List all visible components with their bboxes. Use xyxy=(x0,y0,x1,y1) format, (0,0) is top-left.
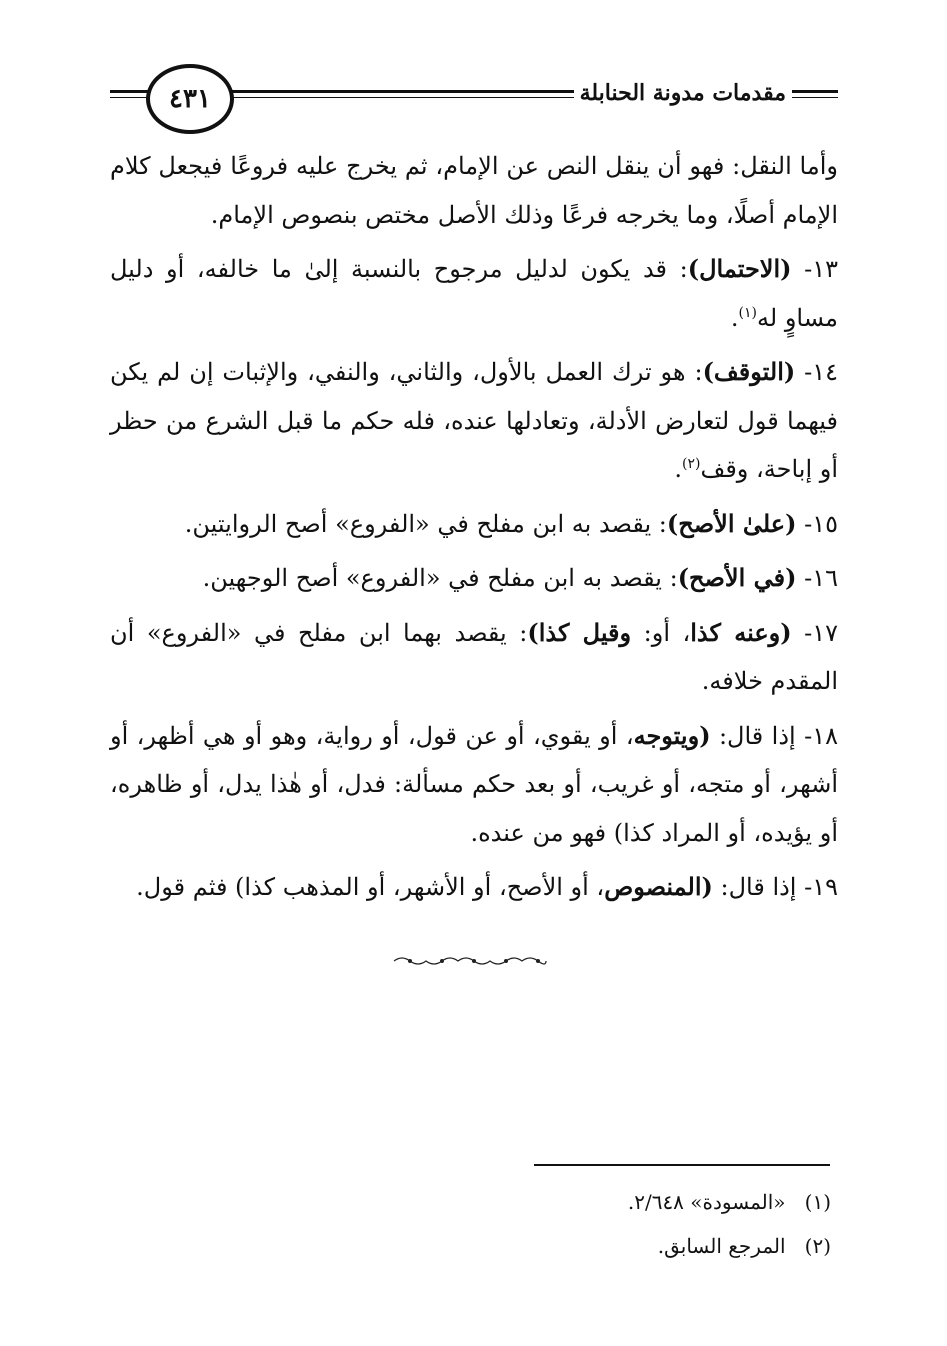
section-divider-ornament xyxy=(390,954,550,972)
term-ala-al-asah: (علىٰ الأصح) xyxy=(666,508,797,538)
item-16: ١٦- (في الأصح): يقصد به ابن مفلح في «الفروع» أصح الوجهين. xyxy=(202,563,838,592)
running-title: مقدمات مدونة الحنابلة xyxy=(574,80,792,106)
paragraph-naql: وأما النقل: فهو أن ينقل النص عن الإمام، ثم يخرج عليه فروعًا فيجعل كلام الإمام أصلًا، وما يخرجه فرعًا وذلك الأصل مختص بنصوص الإمام. xyxy=(110,152,838,229)
item-19: ١٩- إذا قال: (المنصوص، أو الأصح، أو الأشهر، أو المذهب كذا) فثم قول. xyxy=(136,872,838,901)
item-15: ١٥- (علىٰ الأصح): يقصد به ابن مفلح في «الفروع» أصح الروايتين. xyxy=(184,508,838,538)
term-wa-anhu: (وعنه كذا xyxy=(690,617,792,647)
term-mansus: (المنصوص xyxy=(604,872,713,901)
term-ihtimal: (الاحتمال) xyxy=(687,254,792,283)
footnote-1: (١) «المسودة» ٢/٦٤٨. xyxy=(627,1190,831,1214)
footnote-ref-1: (١) xyxy=(738,304,758,321)
ornament-icon xyxy=(390,954,550,968)
header-rule-left-thin xyxy=(110,97,150,98)
item-13: ١٣- (الاحتمال): قد يكون لدليل مرجوح بالنسبة إلىٰ ما خالفه، أو دليل مساوٍ له$^{(١)}$. xyxy=(110,254,838,332)
page-number: ٤٣١ xyxy=(169,84,211,114)
main-text xyxy=(110,142,838,918)
footnote-ref-2: (٢) xyxy=(682,456,701,472)
term-wa-qila: وقيل كذا) xyxy=(527,617,632,647)
header-rule-left-thick xyxy=(110,90,150,93)
page-number-circle xyxy=(146,64,234,134)
item-18: ١٨- إذا قال: (ويتوجه، أو يقوي، أو عن قول، أو رواية، وهو أو هي أظهر، أو أشهر، أو متجه، أو غريب، أو بعد حكم مسألة: فدل، أو هٰذا يدل، أو ظاهره، أو يؤيده، أو المراد كذا) فهو من عنده. xyxy=(110,720,838,847)
item-17: ١٧- (وعنه كذا، أو: وقيل كذا): يقصد بهما ابن مفلح في «الفروع» أن المقدم خلافه. xyxy=(110,617,838,695)
item-14: ١٤- (التوقف): هو ترك العمل بالأول، والثاني، والنفي، والإثبات إن لم يكن فيهما قول لتعارض الأدلة، وتعادلها عنده، فله حكم ما قبل الشرع من حظر أو إباحة، وقف$^{(٢)}$. xyxy=(110,357,838,483)
page-header xyxy=(110,50,838,140)
term-fi-al-asah: (في الأصح) xyxy=(677,563,797,592)
term-yatawajjah: (ويتوجه xyxy=(633,720,711,750)
footnote-2: (٢) المرجع السابق. xyxy=(657,1234,831,1258)
term-tawaqquf: (التوقف) xyxy=(702,357,796,386)
footnotes xyxy=(431,1180,831,1268)
footnote-separator xyxy=(534,1164,830,1166)
